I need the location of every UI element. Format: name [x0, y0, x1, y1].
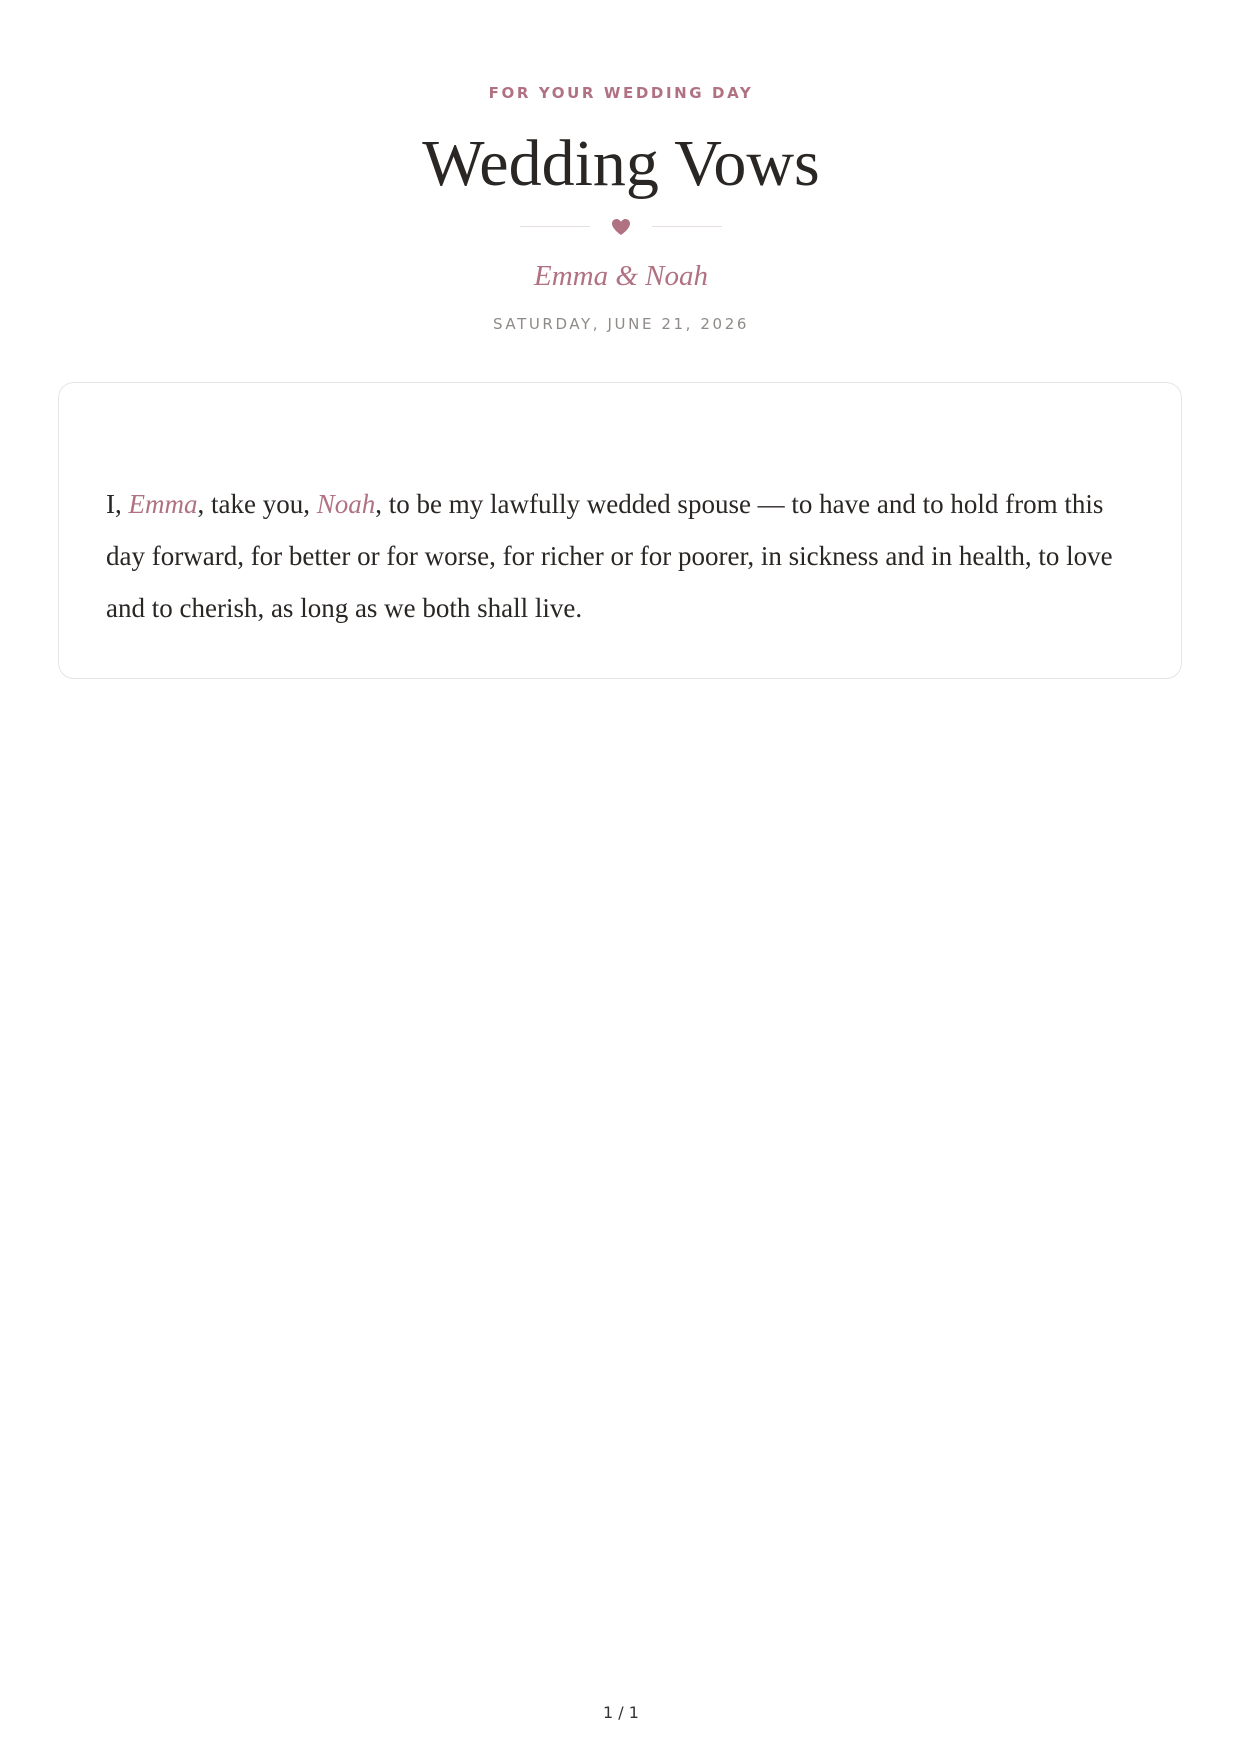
page-number: 1 / 1 [603, 1703, 639, 1722]
vow-text-part-1: I, [106, 489, 129, 519]
wedding-date: SATURDAY, JUNE 21, 2026 [492, 315, 749, 333]
divider-line-right [652, 226, 722, 227]
heart-icon [611, 218, 631, 236]
vow-text-part-3: , to be my lawfully wedded spouse — to have and to hold from this day forward, for better or for worse, for richer or for poorer, in sickness and in health, to love and to cherish, as long as we both shall live. [106, 489, 1113, 623]
vow-text [106, 478, 1146, 634]
divider-line-left [520, 226, 590, 227]
eyebrow-label: FOR YOUR WEDDING DAY [488, 84, 754, 102]
partner-name-b: Noah [316, 489, 376, 519]
heart-divider [520, 216, 722, 238]
partner-name-a: Emma [128, 489, 198, 519]
couple-names: Emma & Noah [534, 260, 708, 292]
vow-text-part-2: , take you, [197, 489, 317, 519]
page-title: Wedding Vows [422, 127, 820, 200]
